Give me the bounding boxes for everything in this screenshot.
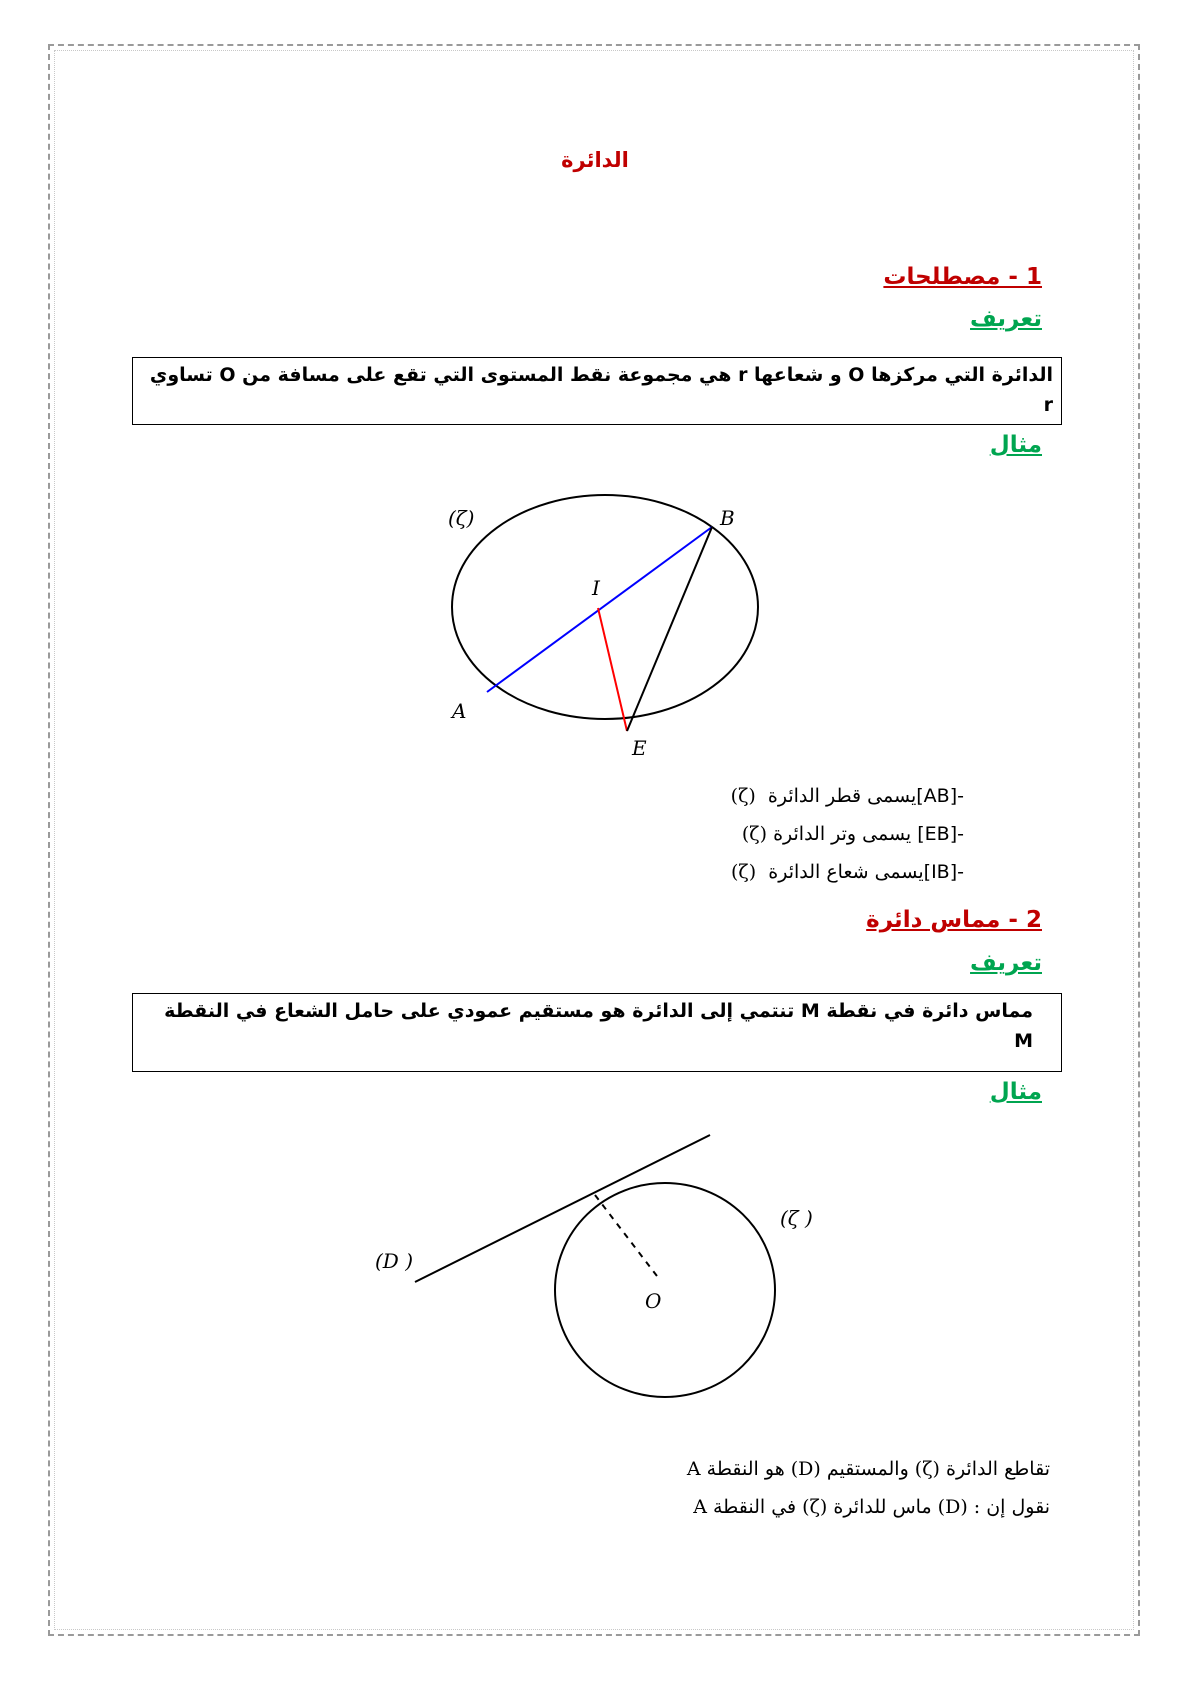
label-a: A bbox=[452, 699, 467, 723]
label-line-d: (D ) bbox=[375, 1249, 413, 1273]
section-2-definition-box bbox=[132, 993, 1062, 1072]
conclusion-line-2: نقول إن : (D) ماس للدائرة (ζ) في النقطة A bbox=[693, 1496, 1050, 1518]
section-1-heading: 1 - مصطلحات bbox=[883, 264, 1042, 290]
section-2-heading: 2 - مماس دائرة bbox=[866, 907, 1042, 933]
label-circle-2: (ζ ) bbox=[780, 1206, 813, 1230]
page-title: الدائرة bbox=[561, 148, 629, 172]
section-1-definition-text: الدائرة التي مركزها O و شعاعها r هي مجموعة نقط المستوى التي تقع على مسافة من O تساوي r bbox=[149, 364, 1053, 416]
section-1-definition-label: تعريف bbox=[970, 306, 1042, 332]
label-i: I bbox=[592, 576, 600, 600]
label-center-o: O bbox=[645, 1289, 662, 1313]
label-e: E bbox=[632, 736, 647, 760]
section-2-definition-text: مماس دائرة في نقطة M تنتمي إلى الدائرة هو مستقيم عمودي على حامل الشعاع في النقطة M bbox=[164, 1000, 1033, 1052]
list-item: -[AB]يسمى قطر الدائرة (ζ) bbox=[730, 785, 964, 807]
radius-dashed bbox=[595, 1195, 660, 1280]
section-2-example-label: مثال bbox=[989, 1079, 1042, 1105]
circle-figure bbox=[420, 485, 780, 765]
circle-zeta-2 bbox=[555, 1183, 775, 1397]
label-b: B bbox=[720, 506, 735, 530]
tangent-line-d bbox=[415, 1135, 710, 1282]
section-1-example-label: مثال bbox=[989, 432, 1042, 458]
section-2-definition-label: تعريف bbox=[970, 950, 1042, 976]
tangent-figure bbox=[360, 1125, 840, 1425]
conclusion-line-1: تقاطع الدائرة (ζ) والمستقيم (D) هو النقطة A bbox=[686, 1458, 1050, 1480]
section-1-definition-box bbox=[132, 357, 1062, 425]
list-item: -[EB] يسمى وتر الدائرة (ζ) bbox=[741, 823, 964, 845]
label-circle: (ζ) bbox=[448, 506, 475, 530]
radius-ie bbox=[598, 608, 627, 731]
list-item: -[IB]يسمى شعاع الدائرة (ζ) bbox=[731, 861, 964, 883]
